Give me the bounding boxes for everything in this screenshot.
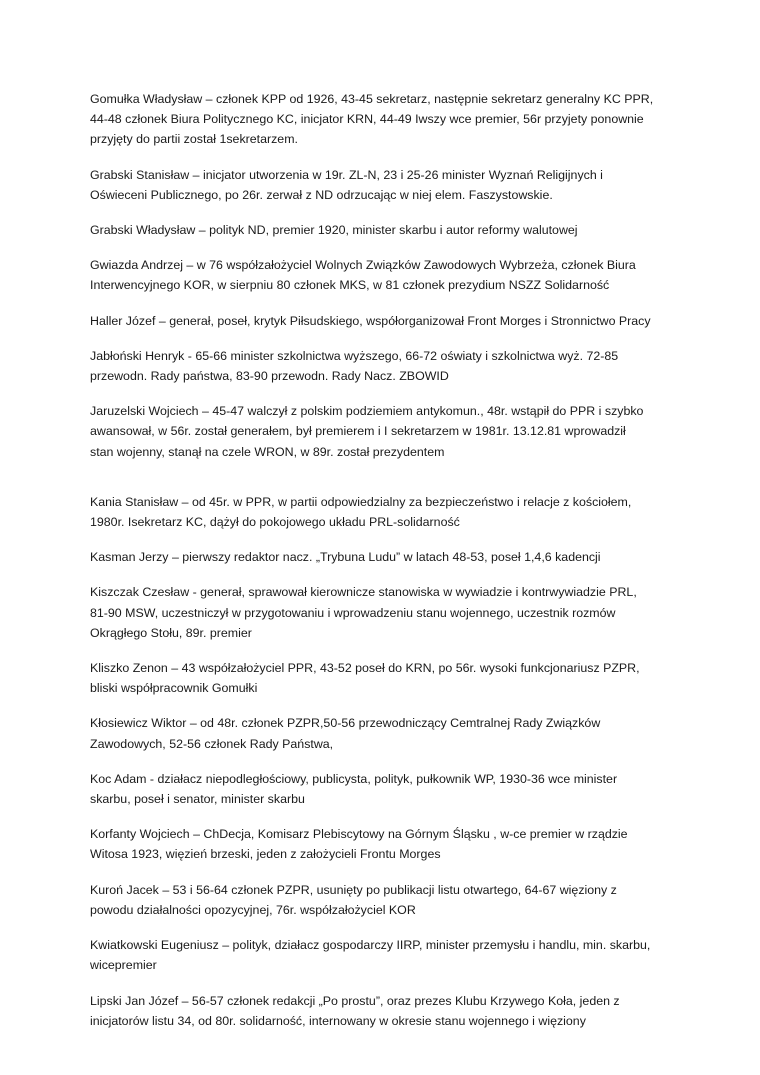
entry-line: stan wojenny, stanął na czele WRON, w 89r. został prezydentem bbox=[90, 444, 445, 459]
entry-line: Kuroń Jacek – 53 i 56-64 członek PZPR, usunięty po publikacji listu otwartego, 64-67 więziony z bbox=[90, 882, 617, 897]
entry-kliszko bbox=[90, 658, 680, 698]
entry-line: Lipski Jan Józef – 56-57 członek redakcji „Po prostu”, oraz prezes Klubu Krzywego Koła, jeden z bbox=[90, 993, 620, 1008]
entry-korfanty bbox=[90, 824, 680, 864]
entry-kuron bbox=[90, 880, 680, 920]
entry-klosiewicz bbox=[90, 713, 680, 753]
entry-line: Kliszko Zenon – 43 współzałożyciel PPR, 43-52 poseł do KRN, po 56r. wysoki funkcjonariusz PZPR, bbox=[90, 661, 640, 676]
entry-line: skarbu, poseł i senator, minister skarbu bbox=[90, 792, 305, 807]
entry-kwiatkowski bbox=[90, 935, 680, 975]
entry-lipski bbox=[90, 991, 680, 1031]
entry-line: Koc Adam - działacz niepodległościowy, publicysta, polityk, pułkownik WP, 1930-36 wce minister bbox=[90, 771, 618, 786]
entry-line: Witosa 1923, więzień brzeski, jeden z założycieli Frontu Morges bbox=[90, 847, 441, 862]
entry-gomulka bbox=[90, 89, 680, 150]
entry-kania bbox=[90, 492, 680, 532]
entry-line: Oświeceni Publicznego, po 26r. zerwał z ND odrzucając w niej elem. Faszystowskie. bbox=[90, 187, 553, 202]
entry-jaruzelski bbox=[90, 401, 680, 462]
entry-line: Jaruzelski Wojciech – 45-47 walczył z polskim podziemiem antykomun., 48r. wstąpił do PPR i szybko bbox=[90, 404, 644, 419]
entry-line: Interwencyjnego KOR, w sierpniu 80 członek MKS, w 81 członek prezydium NSZZ Solidarność bbox=[90, 278, 610, 293]
entry-line: Grabski Władysław – polityk ND, premier 1920, minister skarbu i autor reformy walutowej bbox=[90, 223, 578, 238]
entry-kiszczak bbox=[90, 582, 680, 643]
entry-line: 1980r. Isekretarz KC, dążył do pokojowego układu PRL-solidarność bbox=[90, 515, 460, 530]
entry-line: Kiszczak Czesław - generał, sprawował kierownicze stanowiska w wywiadzie i kontrwywiadzie PRL, bbox=[90, 585, 637, 600]
entry-line: Kania Stanisław – od 45r. w PPR, w partii odpowiedzialny za bezpieczeństwo i relacje z kościołem, bbox=[90, 494, 632, 509]
entry-line: Grabski Stanisław – inicjator utworzenia w 19r. ZL-N, 23 i 25-26 minister Wyznań Religijnych i bbox=[90, 167, 603, 182]
entry-kasman bbox=[90, 547, 680, 567]
entry-line: Zawodowych, 52-56 członek Rady Państwa, bbox=[90, 736, 334, 751]
entry-line: przewodn. Rady państwa, 83-90 przewodn. Rady Nacz. ZBOWID bbox=[90, 369, 449, 384]
entry-koc bbox=[90, 769, 680, 809]
entry-line: powodu działalności opozycyjnej, 76r. współzałożyciel KOR bbox=[90, 902, 416, 917]
entry-grabski-stanislaw bbox=[90, 165, 680, 205]
entry-line: Okrągłego Stołu, 89r. premier bbox=[90, 625, 252, 640]
entry-line: Haller Józef – generał, poseł, krytyk Piłsudskiego, współorganizował Front Morges i Stronnictwo Pracy bbox=[90, 313, 651, 328]
entry-line: Kwiatkowski Eugeniusz – polityk, działacz gospodarczy IIRP, minister przemysłu i handlu, min. skarbu, bbox=[90, 938, 651, 953]
entry-line: Jabłoński Henryk - 65-66 minister szkolnictwa wyższego, 66-72 oświaty i szkolnictwa wyż. 72-85 bbox=[90, 348, 619, 363]
entry-grabski-wladyslaw bbox=[90, 220, 680, 240]
entry-line: inicjatorów listu 34, od 80r. solidarność, internowany w okresie stanu wojennego i więziony bbox=[90, 1013, 586, 1028]
entry-line: przyjęty do partii został 1sekretarzem. bbox=[90, 132, 298, 147]
entry-line: Gomułka Władysław – członek KPP od 1926, 43-45 sekretarz, następnie sekretarz generalny KC PPR, bbox=[90, 92, 654, 106]
entry-gwiazda bbox=[90, 255, 680, 295]
entry-line: Korfanty Wojciech – ChDecja, Komisarz Plebiscytowy na Górnym Śląsku , w-ce premier w rządzie bbox=[90, 827, 628, 842]
entry-line: Kłosiewicz Wiktor – od 48r. członek PZPR,50-56 przewodniczący Cemtralnej Rady Związków bbox=[90, 716, 601, 731]
entry-line: wicepremier bbox=[90, 958, 157, 973]
entry-haller bbox=[90, 311, 680, 331]
entry-line: 81-90 MSW, uczestniczył w przygotowaniu i wprowadzeniu stanu wojennego, uczestnik rozmów bbox=[90, 605, 616, 620]
entry-line: awansował, w 56r. został generałem, był premierem i I sekretarzem w 1981r. 13.12.81 wprowadził bbox=[90, 424, 626, 439]
entry-jablonski bbox=[90, 346, 680, 386]
entry-line: Gwiazda Andrzej – w 76 współzałożyciel Wolnych Związków Zawodowych Wybrzeża, członek Biura bbox=[90, 258, 636, 273]
entry-line: 44-48 członek Biura Politycznego KC, inicjator KRN, 44-49 Iwszy wce premier, 56r przyjety ponownie bbox=[90, 112, 644, 127]
entry-line: Kasman Jerzy – pierwszy redaktor nacz. „Trybuna Ludu” w latach 48-53, poseł 1,4,6 kadencji bbox=[90, 550, 601, 565]
document-body bbox=[90, 89, 680, 1046]
entry-line: bliski współpracownik Gomułki bbox=[90, 681, 258, 696]
